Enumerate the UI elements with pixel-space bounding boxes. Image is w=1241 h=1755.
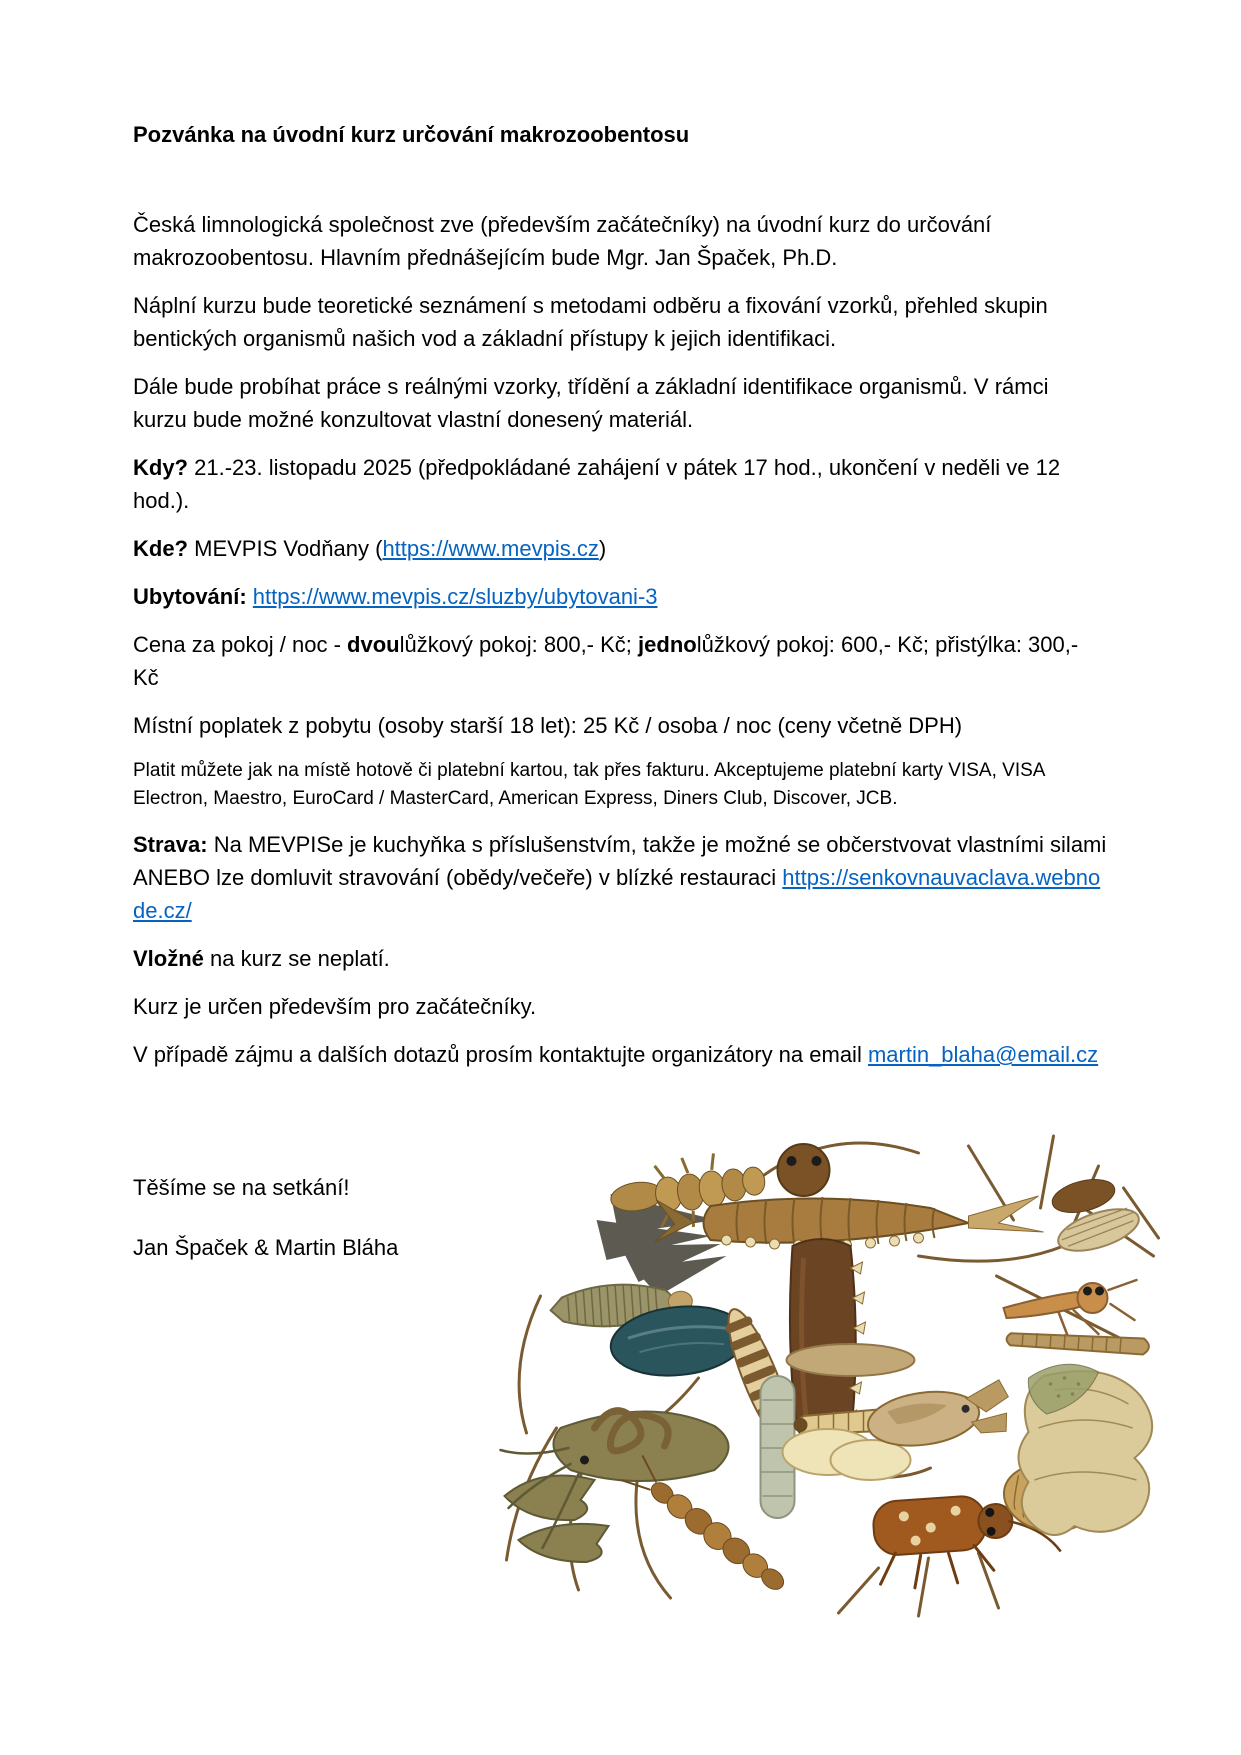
restaurant-link[interactable]: https://senkovnauvaclava.webnode.cz/	[133, 865, 1101, 923]
price-text-mid2: lůžkový pokoj: 600,- Kč; přistýlka: 300,- Kč	[133, 632, 1079, 690]
macroinvertebrate-collage-image	[497, 1128, 1160, 1620]
course-content-text: Náplní kurzu bude teoretické seznámení s metodami odběru a fixování vzorků, přehled skupin bentických organismů našich vod a základní přístupy k jejich identifikaci.	[133, 293, 1048, 351]
larva-head-shape	[778, 1144, 830, 1196]
mole-cricket-shape	[864, 1379, 1013, 1452]
where-paragraph	[133, 532, 1108, 565]
caddis-case-lobes-shape	[1019, 1364, 1153, 1535]
where-label: Kde?	[133, 536, 188, 561]
page-title: Pozvánka na úvodní kurz určování makrozoobentosu	[133, 122, 690, 147]
contact-paragraph	[133, 1038, 1108, 1071]
entry-fee-label: Vložné	[133, 946, 204, 971]
price-bold-double: dvou	[347, 632, 400, 657]
practical-work-paragraph	[133, 370, 1108, 436]
payment-methods-paragraph	[133, 757, 1108, 813]
catering-paragraph	[133, 828, 1108, 927]
entry-fee-text: na kurz se neplatí.	[203, 946, 390, 971]
tan-body-shape	[787, 1344, 915, 1376]
practical-work-text: Dále bude probíhat práce s reálnými vzorky, třídění a základní identifikace organismů. V rámci kurzu bude možné konzultovat vlastní donesený materiál.	[133, 374, 1049, 432]
accommodation-link[interactable]: https://www.mevpis.cz/sluzby/ubytovani-3	[252, 584, 658, 609]
striped-nymph-shape	[1006, 1329, 1149, 1356]
intro-text: Česká limnologická společnost zve (především začátečníky) na úvodní kurz do určování makrozoobentosu. Hlavním přednášejícím bude Mgr. Jan Špaček, Ph.D.	[133, 212, 992, 270]
winged-insect-shape	[1049, 1174, 1144, 1259]
mevpis-link[interactable]: https://www.mevpis.cz	[382, 536, 599, 561]
contact-email-link[interactable]: martin_blaha@email.cz	[867, 1042, 1099, 1067]
payment-methods-text: Platit můžete jak na místě hotově či platební kartou, tak přes fakturu. Akceptujeme platební karty VISA, VISA Electron, Maestro, EuroCard / MasterCard, American Express, Diners Club, Discover, JCB.	[133, 760, 1045, 809]
where-text: MEVPIS Vodňany (	[188, 536, 383, 561]
beginners-paragraph	[133, 990, 1108, 1023]
contact-text: V případě zájmu a dalších dotazů prosím kontaktujte organizátory na email	[133, 1042, 868, 1067]
accommodation-label: Ubytování:	[133, 584, 253, 609]
accommodation-paragraph	[133, 580, 1108, 613]
intro-paragraph	[133, 208, 1108, 274]
entry-fee-paragraph	[133, 942, 1108, 975]
local-fee-paragraph	[133, 709, 1108, 742]
closing-text: Těšíme se na setkání!	[133, 1175, 350, 1200]
course-content-paragraph	[133, 289, 1108, 355]
where-text-close-paren: )	[598, 536, 607, 561]
price-bold-single: jedno	[638, 632, 697, 657]
price-paragraph	[133, 628, 1108, 694]
catering-text: Na MEVPISe je kuchyňka s příslušenstvím, takže je možné se občerstvovat vlastními silami ANEBO lze domluvit stravování (obědy/večeře) v blízké restauraci	[133, 832, 1107, 890]
when-text: 21.-23. listopadu 2025 (předpokládané zahájení v pátek 17 hod., ukončení v neděli ve 12 hod.).	[133, 455, 1061, 513]
signature-text: Jan Špaček & Martin Bláha	[133, 1235, 399, 1260]
crayfish-shape	[501, 1411, 729, 1562]
when-paragraph	[133, 451, 1108, 517]
catering-label: Strava:	[133, 832, 208, 857]
beginners-text: Kurz je určen především pro začátečníky.	[133, 994, 537, 1019]
when-label: Kdy?	[133, 455, 188, 480]
price-text-mid1: lůžkový pokoj: 800,- Kč;	[399, 632, 639, 657]
price-text-pre: Cena za pokoj / noc -	[133, 632, 348, 657]
local-fee-text: Místní poplatek z pobytu (osoby starší 18 let): 25 Kč / osoba / noc (ceny včetně DPH)	[133, 713, 963, 738]
collage-svg	[497, 1128, 1160, 1620]
